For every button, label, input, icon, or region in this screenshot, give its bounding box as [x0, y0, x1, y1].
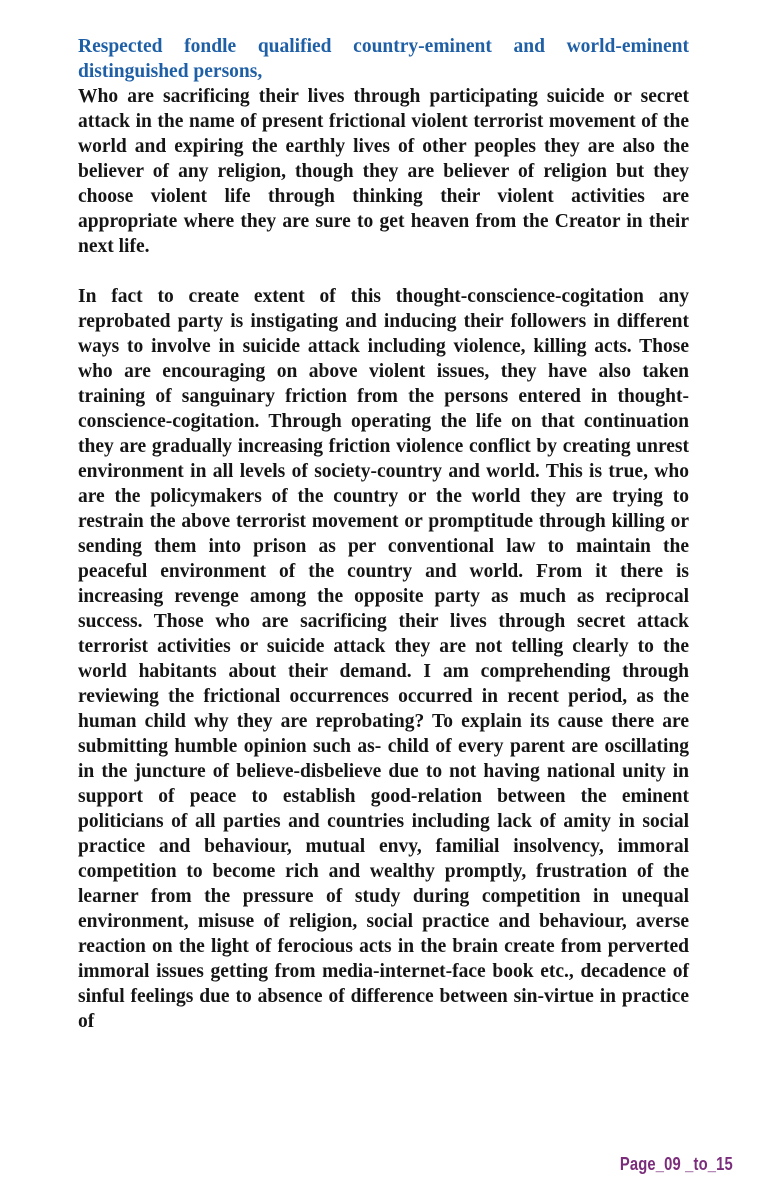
page-number-label: Page_09 _to_15 [619, 1154, 733, 1174]
paragraph-spacer [78, 259, 689, 284]
paragraph-1: Who are sacrificing their lives through participating suicide or secret attack in the name of present frictional violent terrorist movement of the world and expiring the earthly lives of other peoples they are also the believer of any religion, though they are believer of religion but they choose violent life through thinking their violent activities are appropriate where they are sure to get heaven from the Creator in their next life. [78, 86, 689, 257]
document-body [78, 34, 689, 1034]
salutation: Respected fondle qualified country-eminent and world-eminent distinguished persons, [78, 36, 689, 82]
paragraph-2: In fact to create extent of this thought-conscience-cogitation any reprobated party is instigating and inducing their followers in different ways to involve in suicide attack including violence, killing acts. Those who are encouraging on above violent issues, they have also taken training of sanguinary friction from the persons entered in thought-conscience-cogitation. Through operating the life on that continuation they are gradually increasing friction violence conflict by creating unrest environment in all levels of society-country and world. This is true, who are the policymakers of the country or the world they are trying to restrain the above terrorist movement or promptitude through killing or sending them into prison as per conventional law to maintain the peaceful environment of the country and world. From it there is increasing revenge among the opposite party as much as reciprocal success. Those who are sacrificing their lives through secret attack terrorist activities or suicide attack they are not telling clearly to the world habitants about their demand. I am comprehending through reviewing the frictional occurrences occurred in recent period, as the human child why they are reprobating? To explain its cause there are submitting humble opinion such as- child of every parent are oscillating in the juncture of believe-disbelieve due to not having national unity in support of peace to establish good-relation between the eminent politicians of all parties and countries including lack of amity in social practice and behaviour, mutual envy, familial insolvency, immoral competition to become rich and wealthy promptly, frustration of the learner from the pressure of study during competition in unequal environment, misuse of religion, social practice and behaviour, averse reaction on the light of ferocious acts in the brain create from perverted immoral issues getting from media-internet-face book etc., decadence of sinful feelings due to absence of difference between sin-virtue in practice of [78, 286, 689, 1032]
